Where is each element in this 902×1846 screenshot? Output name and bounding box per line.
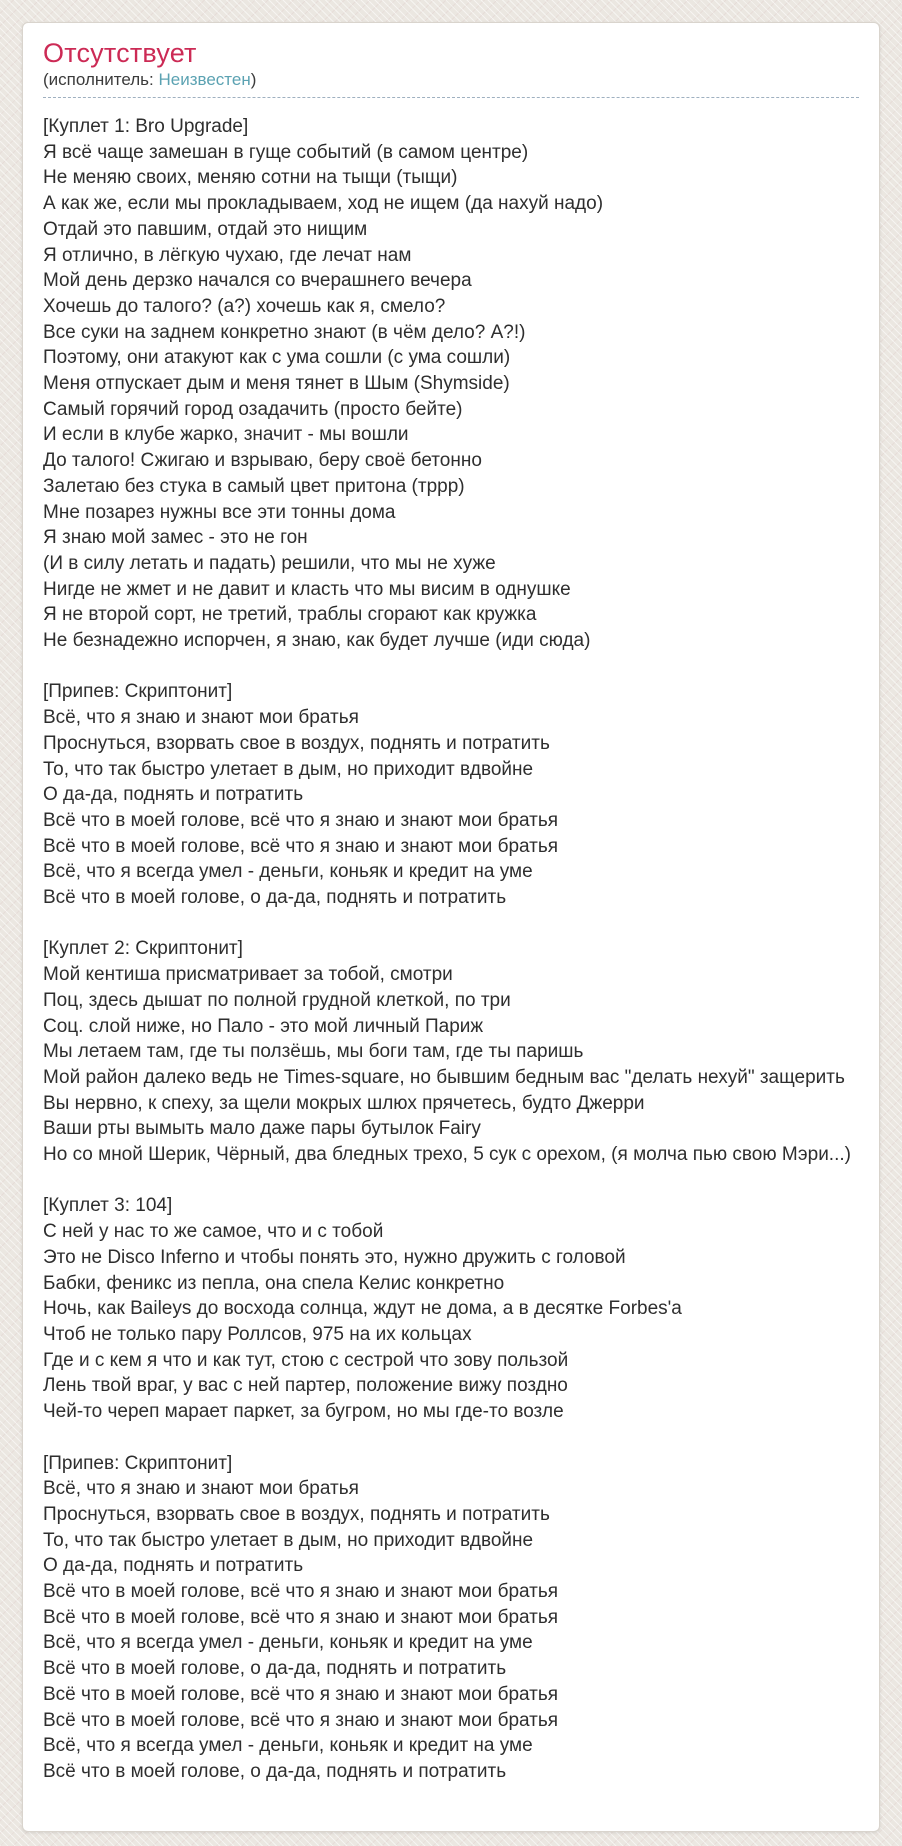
lyric-line: Ночь, как Baileys до восхода солнца, ждут не дома, а в десятке Forbes'а <box>43 1298 682 1320</box>
artist-line <box>43 69 859 98</box>
page-title: Отсутствует <box>43 38 197 68</box>
lyric-line: Залетаю без стука в самый цвет притона (тррр) <box>43 475 465 497</box>
artist-suffix: ) <box>250 70 257 89</box>
lyric-line: Всё, что я знаю и знают мои братья <box>43 1478 359 1500</box>
lyric-line: Проснуться, взорвать свое в воздух, поднять и потратить <box>43 732 550 754</box>
lyric-line: А как же, если мы прокладываем, ход не ищем (да нахуй надо) <box>43 193 604 215</box>
lyric-line: Мой район далеко ведь не Times-square, но бывшим бедным вас "делать нехуй" защерить <box>43 1066 845 1088</box>
lyric-line: И если в клубе жарко, значит - мы вошли <box>43 424 409 446</box>
lyrics-section <box>43 679 859 910</box>
lyric-line: Всё что в моей голове, всё что я знаю и знают мои братья <box>43 1709 559 1731</box>
lyric-line: Лень твой враг, у вас с ней партер, положение вижу поздно <box>43 1375 568 1397</box>
section-header: [Припев: Скриптонит] <box>43 681 233 703</box>
lyric-line: Чей-то череп марает паркет, за бугром, но мы где-то возле <box>43 1401 564 1423</box>
lyric-line: Мне позарез нужны все эти тонны дома <box>43 501 396 523</box>
lyric-line: Всё что в моей голове, о да-да, поднять и потратить <box>43 1760 507 1782</box>
lyrics-section <box>43 1193 859 1424</box>
content-card <box>22 22 880 1832</box>
lyric-line: О да-да, поднять и потратить <box>43 1555 304 1577</box>
lyric-line: Всё что в моей голове, всё что я знаю и знают мои братья <box>43 809 559 831</box>
lyric-line: Это не Disco Inferno и чтобы понять это, нужно дружить с головой <box>43 1246 626 1268</box>
lyric-line: Я всё чаще замешан в гуще событий (в самом центре) <box>43 141 529 163</box>
lyric-line: Но со мной Шерик, Чёрный, два бледных трехо, 5 сук с орехом, (я молча пью свою Мэри...) <box>43 1144 851 1166</box>
lyric-line: Хочешь до талого? (а?) хочешь как я, смело? <box>43 295 446 317</box>
lyric-line: Отдай это павшим, отдай это нищим <box>43 218 368 240</box>
lyric-line: Всё, что я всегда умел - деньги, коньяк и кредит на уме <box>43 1735 533 1757</box>
lyric-line: Не меняю своих, меняю сотни на тыщи (тыщи) <box>43 167 458 189</box>
lyric-line: Самый горячий город озадачить (просто бейте) <box>43 398 463 420</box>
lyrics-section <box>43 1451 859 1785</box>
lyric-line: Я не второй сорт, не третий, траблы сгорают как кружка <box>43 604 537 626</box>
lyric-line: Я отлично, в лёгкую чухаю, где лечат нам <box>43 244 412 266</box>
lyric-line: Меня отпускает дым и меня тянет в Шым (Shymside) <box>43 373 510 395</box>
lyric-line: Не безнадежно испорчен, я знаю, как будет лучше (иди сюда) <box>43 630 591 652</box>
section-header: [Куплет 2: Скриптонит] <box>43 938 243 960</box>
section-header: [Куплет 3: 104] <box>43 1195 173 1217</box>
lyric-line: Поэтому, они атакуют как с ума сошли (с ума сошли) <box>43 347 511 369</box>
lyric-line: Всё что в моей голове, всё что я знаю и знают мои братья <box>43 1683 559 1705</box>
lyric-line: Мой кентиша присматривает за тобой, смотри <box>43 964 453 986</box>
lyric-line: Вы нервно, к спеху, за щели мокрых шлюх прячетесь, будто Джерри <box>43 1092 645 1114</box>
lyrics-section <box>43 114 859 654</box>
lyric-line: Всё что в моей голове, всё что я знаю и знают мои братья <box>43 1581 559 1603</box>
lyric-line: Мы летаем там, где ты ползёшь, мы боги там, где ты паришь <box>43 1041 584 1063</box>
lyric-line: Чтоб не только пару Роллсов, 975 на их кольцах <box>43 1324 472 1345</box>
lyric-line: (И в силу летать и падать) решили, что мы не хуже <box>43 552 496 574</box>
lyric-line: Всё, что я всегда умел - деньги, коньяк и кредит на уме <box>43 861 533 883</box>
artist-prefix: (исполнитель: <box>43 70 159 89</box>
lyric-line: С ней у нас то же самое, что и с тобой <box>43 1221 384 1243</box>
lyric-line: Где и с кем я что и как тут, стою с сестрой что зову пользой <box>43 1349 569 1371</box>
lyrics-body <box>43 114 859 1785</box>
lyric-line: Все суки на заднем конкретно знают (в чём дело? А?!) <box>43 321 526 343</box>
lyric-line: Соц. слой ниже, но Пало - это мой личный Париж <box>43 1015 484 1037</box>
lyric-line: Поц, здесь дышат по полной грудной клеткой, по три <box>43 989 511 1011</box>
lyric-line: Всё что в моей голове, всё что я знаю и знают мои братья <box>43 1606 559 1628</box>
lyric-line: Всё что в моей голове, всё что я знаю и знают мои братья <box>43 835 559 857</box>
lyric-line: То, что так быстро улетает в дым, но приходит вдвойне <box>43 1529 534 1551</box>
section-header: [Припев: Скриптонит] <box>43 1452 233 1474</box>
lyric-line: Я знаю мой замес - это не гон <box>43 527 308 549</box>
lyric-line: То, что так быстро улетает в дым, но приходит вдвойне <box>43 758 534 780</box>
lyric-line: Всё что в моей голове, о да-да, поднять и потратить <box>43 1658 507 1680</box>
lyric-line: Бабки, феникс из пепла, она спела Келис конкретно <box>43 1272 505 1294</box>
lyric-line: Проснуться, взорвать свое в воздух, поднять и потратить <box>43 1503 550 1525</box>
section-header: [Куплет 1: Bro Upgrade] <box>43 116 249 137</box>
lyric-line: О да-да, поднять и потратить <box>43 784 304 806</box>
lyric-line: Всё что в моей голове, о да-да, поднять и потратить <box>43 887 507 909</box>
lyric-line: Мой день дерзко начался со вчерашнего вечера <box>43 270 472 292</box>
lyric-line: Нигде не жмет и не давит и класть что мы висим в однушке <box>43 578 571 600</box>
lyrics-section <box>43 936 859 1167</box>
lyric-line: Ваши рты вымыть мало даже пары бутылок Fairy <box>43 1118 481 1140</box>
lyric-line: Всё, что я знаю и знают мои братья <box>43 707 359 729</box>
lyric-line: До талого! Сжигаю и взрываю, беру своё бетонно <box>43 450 482 472</box>
lyric-line: Всё, что я всегда умел - деньги, коньяк и кредит на уме <box>43 1632 533 1654</box>
artist-link[interactable]: Неизвестен <box>158 70 251 89</box>
